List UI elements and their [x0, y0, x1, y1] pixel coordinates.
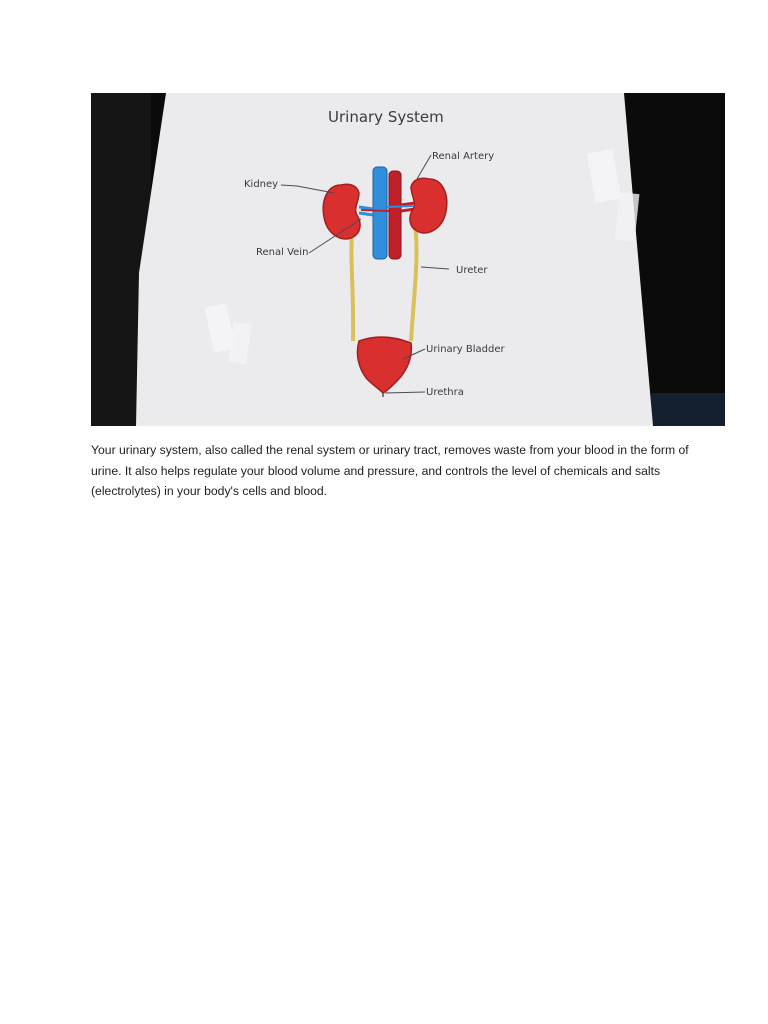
label-ureter: Ureter [456, 265, 488, 276]
background-corner-object [651, 393, 725, 426]
label-kidney: Kidney [244, 179, 279, 190]
left-ureter [351, 223, 353, 341]
left-renal-artery [361, 210, 389, 211]
urinary-system-diagram [91, 93, 725, 426]
figure-title: Urinary System [328, 108, 444, 126]
label-urethra: Urethra [426, 387, 464, 398]
label-urinary-bladder: Urinary Bladder [426, 344, 505, 355]
urinary-system-photo [91, 93, 725, 426]
vena-cava [373, 167, 387, 259]
label-renal-artery: Renal Artery [432, 151, 495, 162]
body-paragraph: Your urinary system, also called the renal system or urinary tract, removes waste from your blood in the form of urine. It also helps regulate your blood volume and pressure, and controls the level of chemicals and salts (electrolytes) in your body's cells and blood. [91, 443, 689, 498]
aorta [389, 171, 401, 259]
label-renal-vein: Renal Vein [256, 247, 309, 258]
right-renal-vein [387, 206, 413, 207]
